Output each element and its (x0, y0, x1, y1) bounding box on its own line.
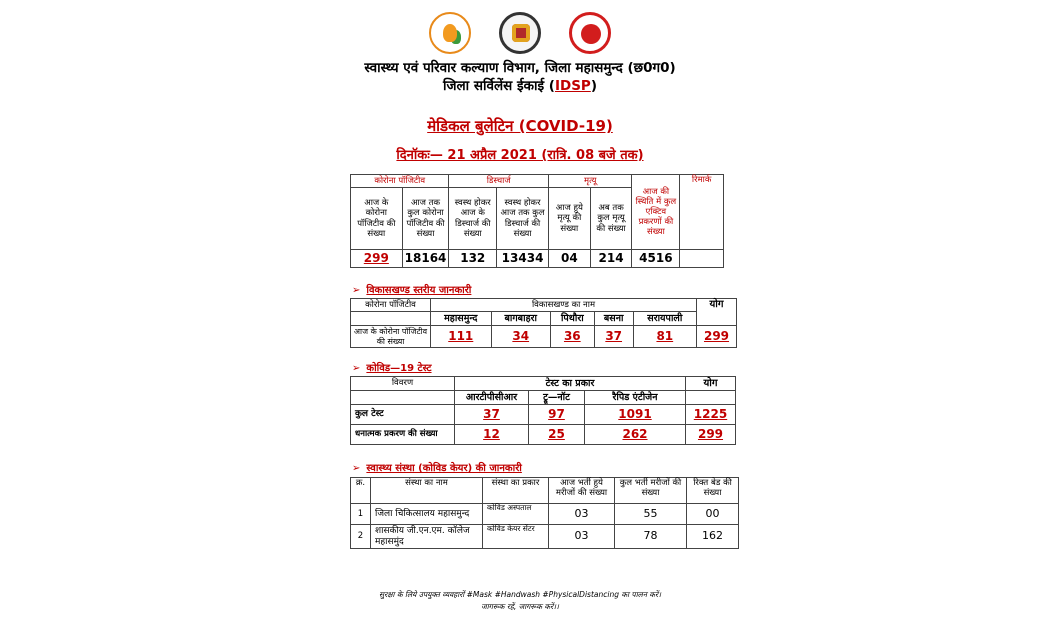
arrow-right-icon: ➢ (352, 463, 361, 474)
bulletin-date: दिनॉकः— 21 अप्रैल 2021 (रात्रि. 08 बजे तक) (396, 148, 644, 163)
block-row-header: कोरोना पॉजिटीव (351, 299, 431, 312)
facility-no: 2 (351, 525, 371, 549)
test-total: 299 (686, 425, 736, 445)
nhm-logo (569, 12, 611, 54)
footer-slogan: जागरूक रहें, जागरूक करें।। (481, 602, 559, 611)
facility-vacant: 00 (687, 504, 739, 525)
facility-header: संस्था का नाम (371, 478, 483, 504)
footer-message: सुरक्षा के लिये उपयुक्त व्यवहारों #Mask #Handwash #PhysicalDistancing का पालन करें। (379, 590, 661, 599)
family-health-logo (429, 12, 471, 54)
state-emblem-logo (499, 12, 541, 54)
block-total-header: योग (697, 299, 737, 326)
arrow-right-icon: ➢ (352, 363, 361, 374)
value-today-death: 04 (549, 250, 591, 268)
facility-no: 1 (351, 504, 371, 525)
facility-section-heading: ➢ स्वास्थ्य संस्था (कोविड केयर) की जानकारी (352, 463, 522, 474)
test-value: 97 (529, 405, 585, 425)
test-desc-header: विवरण (351, 377, 455, 391)
col-today-discharge: स्वस्थ होकर आज के डिस्चार्ज की संख्या (449, 188, 497, 250)
col-total-death: अब तक कुल मृत्यू की संख्या (590, 188, 632, 250)
test-row-label: कुल टेस्ट (351, 405, 455, 425)
discharge-group-header: डिस्चार्ज (449, 175, 549, 188)
test-value: 262 (585, 425, 686, 445)
facility-total: 55 (615, 504, 687, 525)
facility-type: कोविड केयर सेंटर (483, 525, 549, 549)
col-today-positive: आज के कोरोना पॉजिटीव की संख्या (351, 188, 403, 250)
value-today-discharge: 132 (449, 250, 497, 268)
test-table (350, 376, 736, 445)
value-remarks (680, 250, 724, 268)
facility-header: रिक्त बेड की संख्या (687, 478, 739, 504)
test-value: 1091 (585, 405, 686, 425)
facility-header: संस्था का प्रकार (483, 478, 549, 504)
idsp-abbr: IDSP (554, 78, 591, 94)
death-group-header: मृत्यू (549, 175, 632, 188)
block-total: 299 (697, 326, 737, 348)
active-header: आज की स्थिति में कुल एक्टिव प्रकरणों की संख्या (632, 175, 680, 250)
test-row-label: धनात्मक प्रकरण की संख्या (351, 425, 455, 445)
block-name: पिथौरा (550, 312, 594, 326)
test-value: 37 (455, 405, 529, 425)
test-type: रैपिड एंटीजेन (585, 391, 686, 405)
block-name: बागबाहरा (491, 312, 550, 326)
test-type: आरटीपीसीआर (455, 391, 529, 405)
block-name-header: विकासखण्ड का नाम (431, 299, 697, 312)
facility-today: 03 (549, 525, 615, 549)
positive-group-header: कोरोना पॉजिटीव (351, 175, 449, 188)
block-name: महासमुन्द (431, 312, 492, 326)
col-today-death: आज हुये मृत्यू की संख्या (549, 188, 591, 250)
test-total-header: योग (686, 377, 736, 391)
bulletin-title: मेडिकल बुलेटिन (COVID-19) (427, 117, 613, 135)
block-value: 37 (594, 326, 633, 348)
arrow-right-icon: ➢ (352, 285, 361, 296)
facility-name: जिला चिकित्सालय महासमुन्द (371, 504, 483, 525)
facility-total: 78 (615, 525, 687, 549)
test-value: 12 (455, 425, 529, 445)
logo-row (0, 12, 1040, 54)
value-total-positive: 18164 (402, 250, 449, 268)
test-total: 1225 (686, 405, 736, 425)
col-total-positive: आज तक कुल कोरोना पॉजिटीव की संख्या (402, 188, 449, 250)
test-type: ट्रू—नॉट (529, 391, 585, 405)
block-row-label: आज के कोरोना पॉजिटीव की संख्या (351, 326, 431, 348)
facility-today: 03 (549, 504, 615, 525)
facility-header: आज भर्ती हुये मरीजों की संख्या (549, 478, 615, 504)
remarks-header: रिमार्क (680, 175, 724, 250)
block-value: 34 (491, 326, 550, 348)
test-value: 25 (529, 425, 585, 445)
summary-table (350, 174, 724, 268)
test-section-heading: ➢ कोविड—19 टेस्ट (352, 363, 432, 374)
block-name: सरायपाली (633, 312, 696, 326)
block-value: 36 (550, 326, 594, 348)
facility-name: शासकीय जी.एन.एम. कॉलेज महासमुंद (371, 525, 483, 549)
col-total-discharge: स्वस्थ होकर आज तक कुल डिस्चार्ज की संख्या (497, 188, 549, 250)
value-total-discharge: 13434 (497, 250, 549, 268)
value-today-positive: 299 (351, 250, 403, 268)
block-value: 81 (633, 326, 696, 348)
facility-table (350, 477, 739, 549)
block-section-heading: ➢ विकासखण्ड स्तरीय जानकारी (352, 285, 472, 296)
facility-header: कुल भर्ती मरीजों की संख्या (615, 478, 687, 504)
value-active: 4516 (632, 250, 680, 268)
facility-vacant: 162 (687, 525, 739, 549)
block-table (350, 298, 737, 348)
facility-type: कोविड अस्पताल (483, 504, 549, 525)
block-value: 111 (431, 326, 492, 348)
test-type-header: टेस्ट का प्रकार (455, 377, 686, 391)
value-total-death: 214 (590, 250, 632, 268)
facility-header: क्र. (351, 478, 371, 504)
block-name: बसना (594, 312, 633, 326)
unit-line: जिला सर्विलेंस ईकाई (IDSP) (443, 78, 597, 94)
department-line: स्वास्थ्य एवं परिवार कल्याण विभाग, जिला महासमुन्द (छ0ग0) (364, 60, 676, 76)
